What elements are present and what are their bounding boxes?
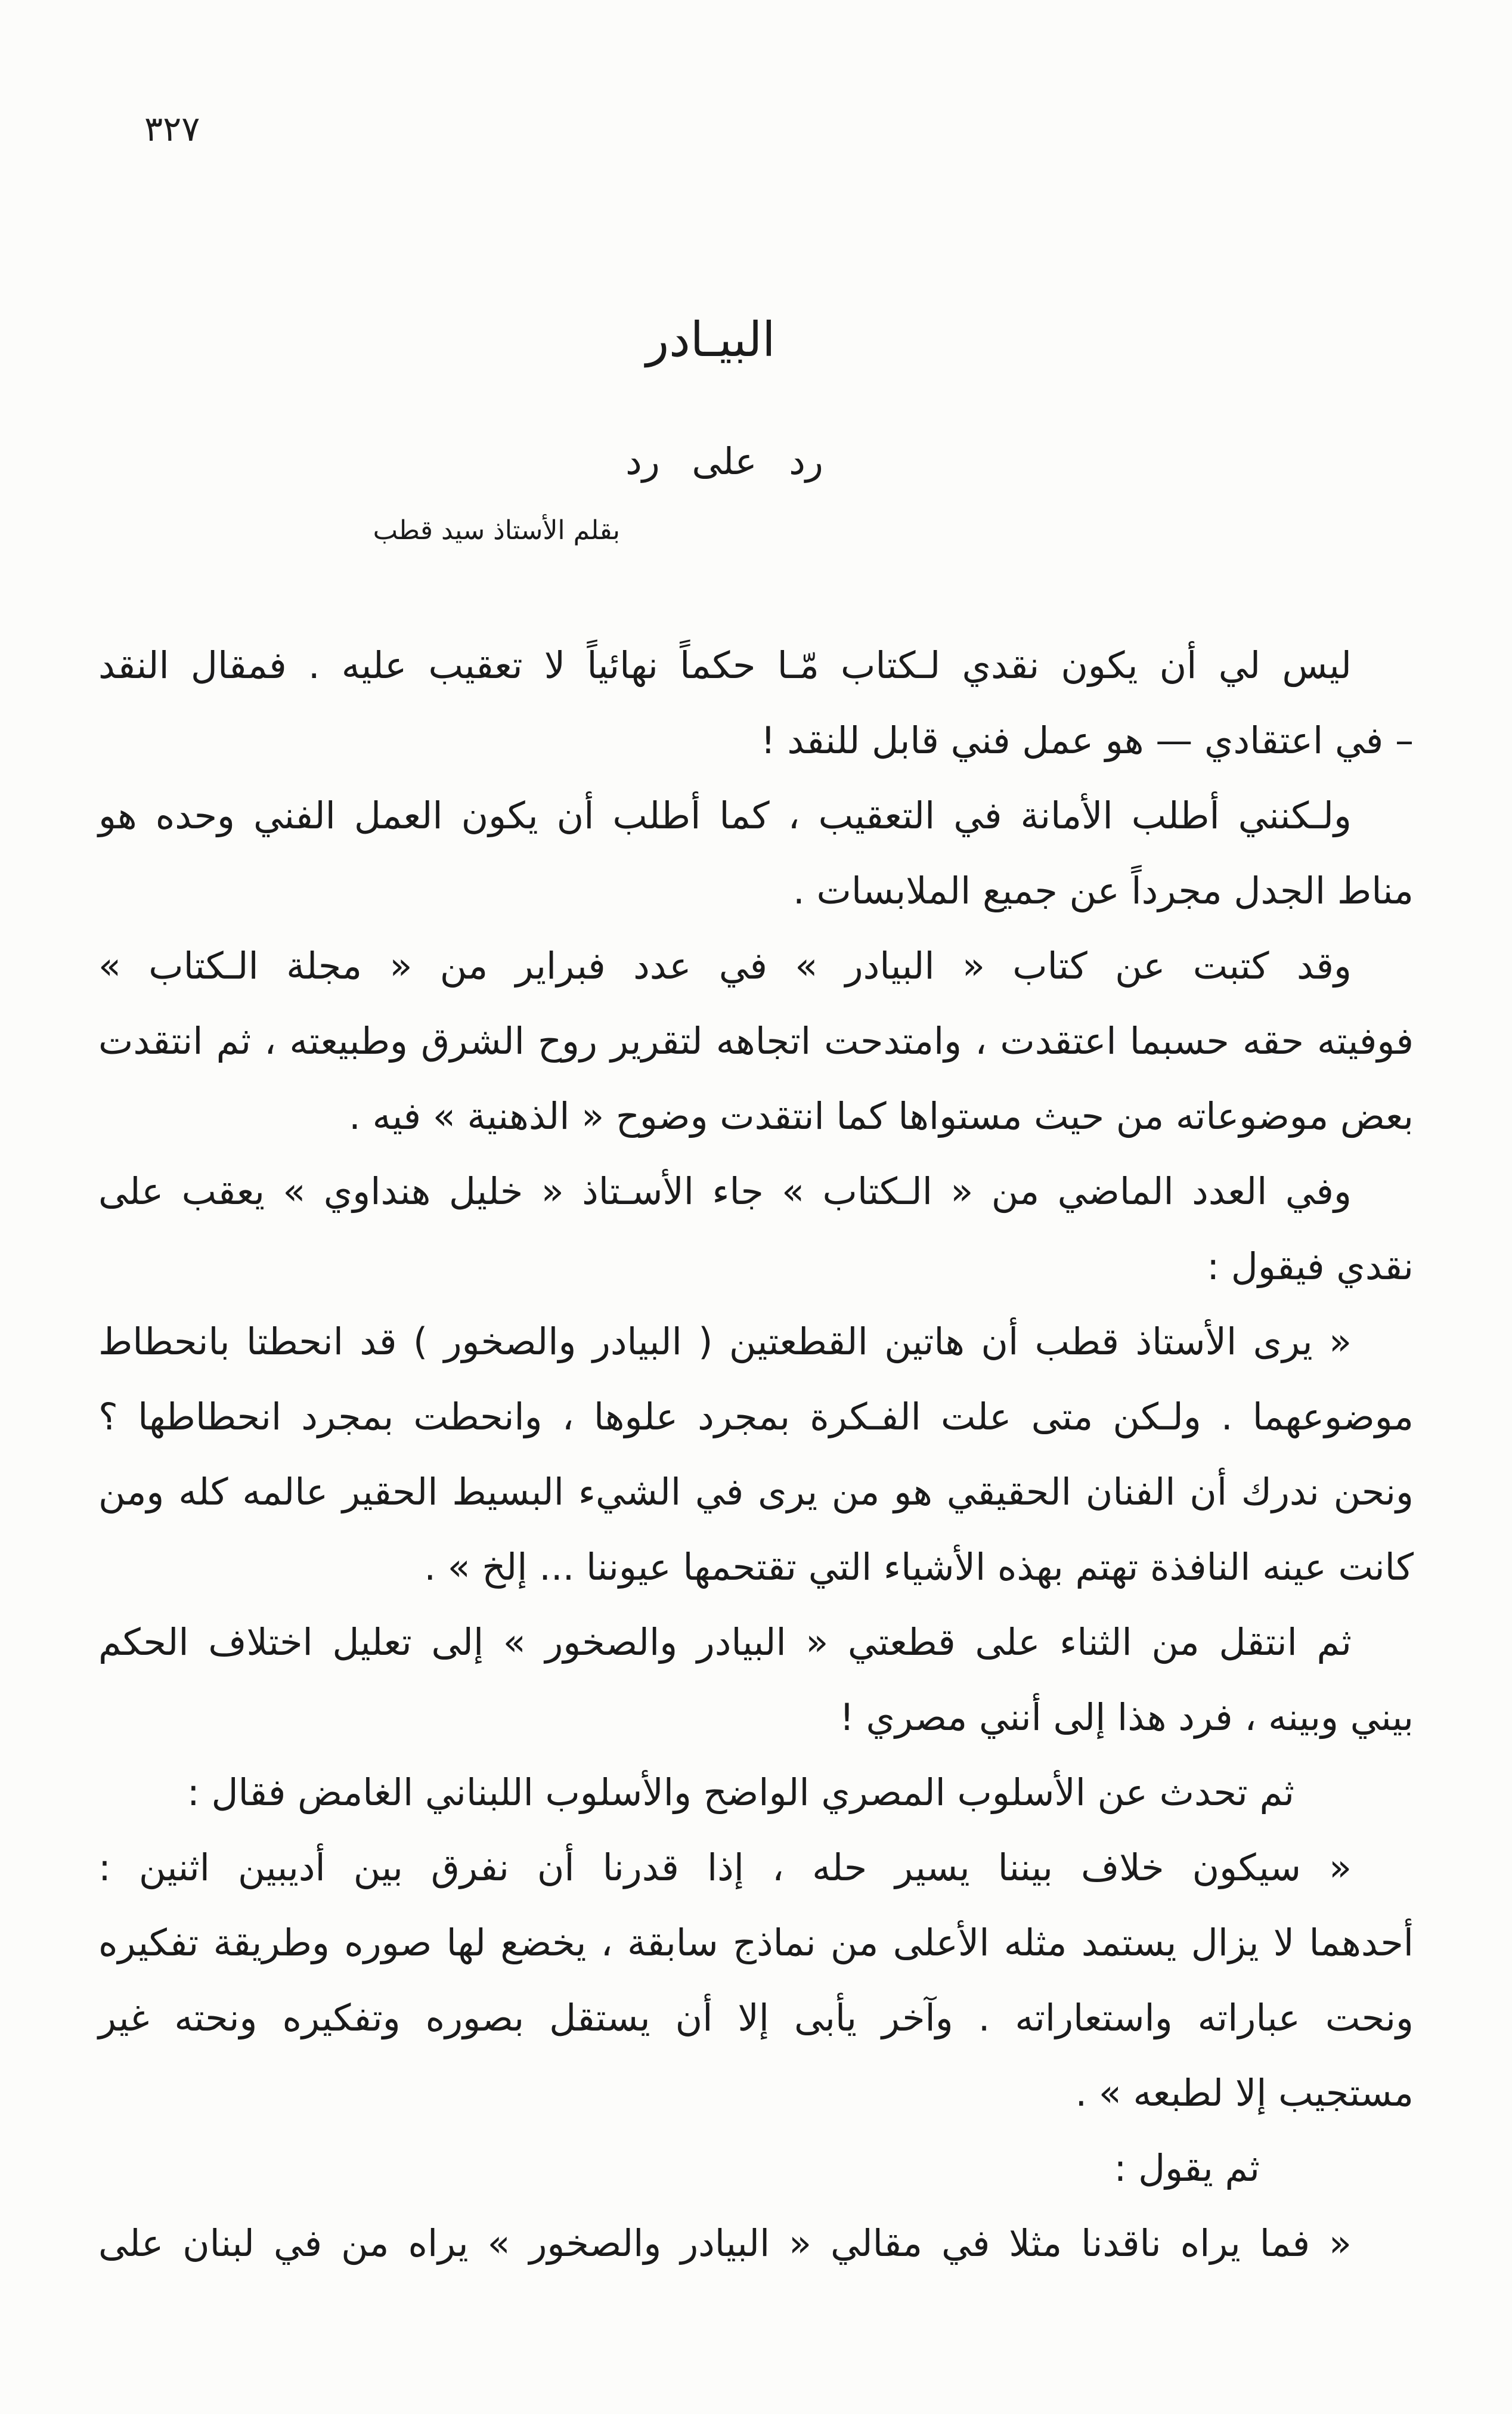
text-line: كانت عينه النافذة تهتم بهذه الأشياء التي تقتحمها عيوننا ... إلخ » . (424, 1545, 1414, 1589)
page-number: ٣٢٧ (144, 109, 200, 149)
text-line: ولـكنني أطلب الأمانة في التعقيب ، كما أطلب أن يكون العمل الفني وحده هو (98, 794, 1352, 837)
text-line: مناط الجدل مجرداً عن جميع الملابسات . (793, 869, 1414, 912)
text-line: – في اعتقادي — هو عمل فني قابل للنقد ! (760, 719, 1414, 762)
text-line: وقد كتبت عن كتاب « البيادر » في عدد فبراير من « مجلة الـكتاب » (98, 944, 1352, 988)
text-line: فوفيته حقه حسبما اعتقدت ، وامتدحت اتجاهه لتقرير روح الشرق وطبيعته ، ثم انتقدت (98, 1019, 1414, 1063)
text-line: أحدهما لا يزال يستمد مثله الأعلى من نماذج سابقة ، يخضع لها صوره وطريقة تفكيره (98, 1921, 1414, 1964)
text-line: « سيكون خلاف بيننا يسير حله ، إذا قدرنا أن نفرق بين أديبين اثنين : (98, 1846, 1352, 1889)
article-title: البيـادر (646, 312, 776, 367)
text-line: ثم انتقل من الثناء على قطعتي « البيادر والصخور » إلى تعليل اختلاف الحكم (98, 1620, 1352, 1664)
text-line: نقدي فيقول : (1207, 1245, 1414, 1288)
article-byline: بقلم الأستاذ سيد قطب (373, 515, 620, 546)
text-line: ثم تحدث عن الأسلوب المصري الواضح والأسلوب اللبناني الغامض فقال : (187, 1771, 1294, 1814)
text-line: مستجيب إلا لطبعه » . (1075, 2071, 1414, 2115)
text-line: بيني وبينه ، فرد هذا إلى أنني مصري ! (839, 1695, 1414, 1739)
text-line: ثم يقول : (1114, 2146, 1260, 2190)
text-line: ونحت عباراته واستعاراته . وآخر يأبى إلا أن يستقل بصوره وتفكيره ونحته غير (98, 1996, 1414, 2039)
article-subtitle: رد على رد (625, 440, 823, 483)
text-line: موضوعهما . ولـكن متى علت الفـكرة بمجرد علوها ، وانحطت بمجرد انحطاطها ؟ (98, 1395, 1414, 1438)
article-body (98, 628, 1414, 2281)
text-line: ونحن ندرك أن الفنان الحقيقي هو من يرى في الشيء البسيط الحقير عالمه كله ومن (98, 1470, 1414, 1514)
text-line: « يرى الأستاذ قطب أن هاتين القطعتين ( البيادر والصخور ) قد انحطتا بانحطاط (98, 1320, 1352, 1363)
text-line: ليس لي أن يكون نقدي لـكتاب مّـا حكماً نهائياً لا تعقيب عليه . فمقال النقد (98, 643, 1352, 687)
text-line: وفي العدد الماضي من « الـكتاب » جاء الأسـتاذ « خليل هنداوي » يعقب على (98, 1169, 1352, 1213)
text-line: بعض موضوعاته من حيث مستواها كما انتقدت وضوح « الذهنية » فيه . (349, 1094, 1414, 1138)
text-line: « فما يراه ناقدنا مثلا في مقالي « البيادر والصخور » يراه من في لبنان على (98, 2221, 1352, 2265)
